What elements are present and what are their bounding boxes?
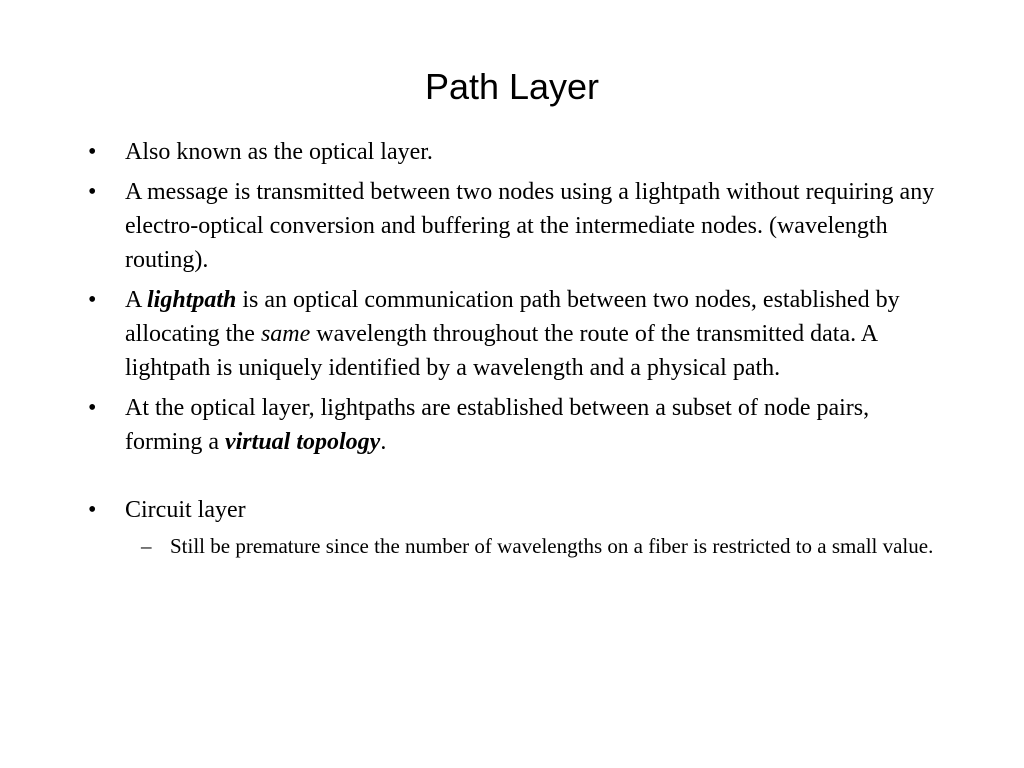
slide-title: Path Layer [424,66,600,107]
dash-marker: – [141,534,152,558]
bullet-text-part: . [380,429,387,455]
bullet-item-lightpath-definition [88,283,948,385]
sub-bullet-list [125,531,948,562]
bullet-marker: • [88,179,97,205]
sub-bullet-text: Still be premature since the number of wavelengths on a fiber is restricted to a small value. [170,534,934,558]
bullet-marker: • [88,287,97,313]
bullet-text: Circuit layer [125,497,246,523]
bullet-text: Also known as the optical layer. [125,139,433,165]
bullet-item-message-transmission [88,175,948,277]
bullet-item-virtual-topology [88,391,948,459]
bullet-text-part: A [125,287,148,313]
virtual-topology-term: virtual topology [224,429,381,455]
bullet-item-optical-layer [88,135,948,169]
bullet-text: A message is transmitted between two nodes using a lightpath without requiring any electro-optical conversion and buffering at the intermediate nodes. (wavelength routing). [125,179,935,273]
lightpath-term: lightpath [147,287,237,313]
bullet-text-part: wavelength throughout the route of the transmitted data. A lightpath is uniquely identified by a wavelength and a physical path. [125,321,877,381]
bullet-text-part: is an optical communication path between two nodes, established by allocating the [125,287,900,347]
bullet-item-circuit-layer [88,493,948,562]
bullet-list [88,135,948,568]
bullet-marker: • [88,395,97,421]
same-emphasis: same [260,321,311,347]
bullet-text-part: At the optical layer, lightpaths are established between a subset of node pairs, forming a [125,395,870,455]
bullet-marker: • [88,139,97,165]
bullet-marker: • [88,497,97,523]
sub-bullet-item [125,531,948,562]
